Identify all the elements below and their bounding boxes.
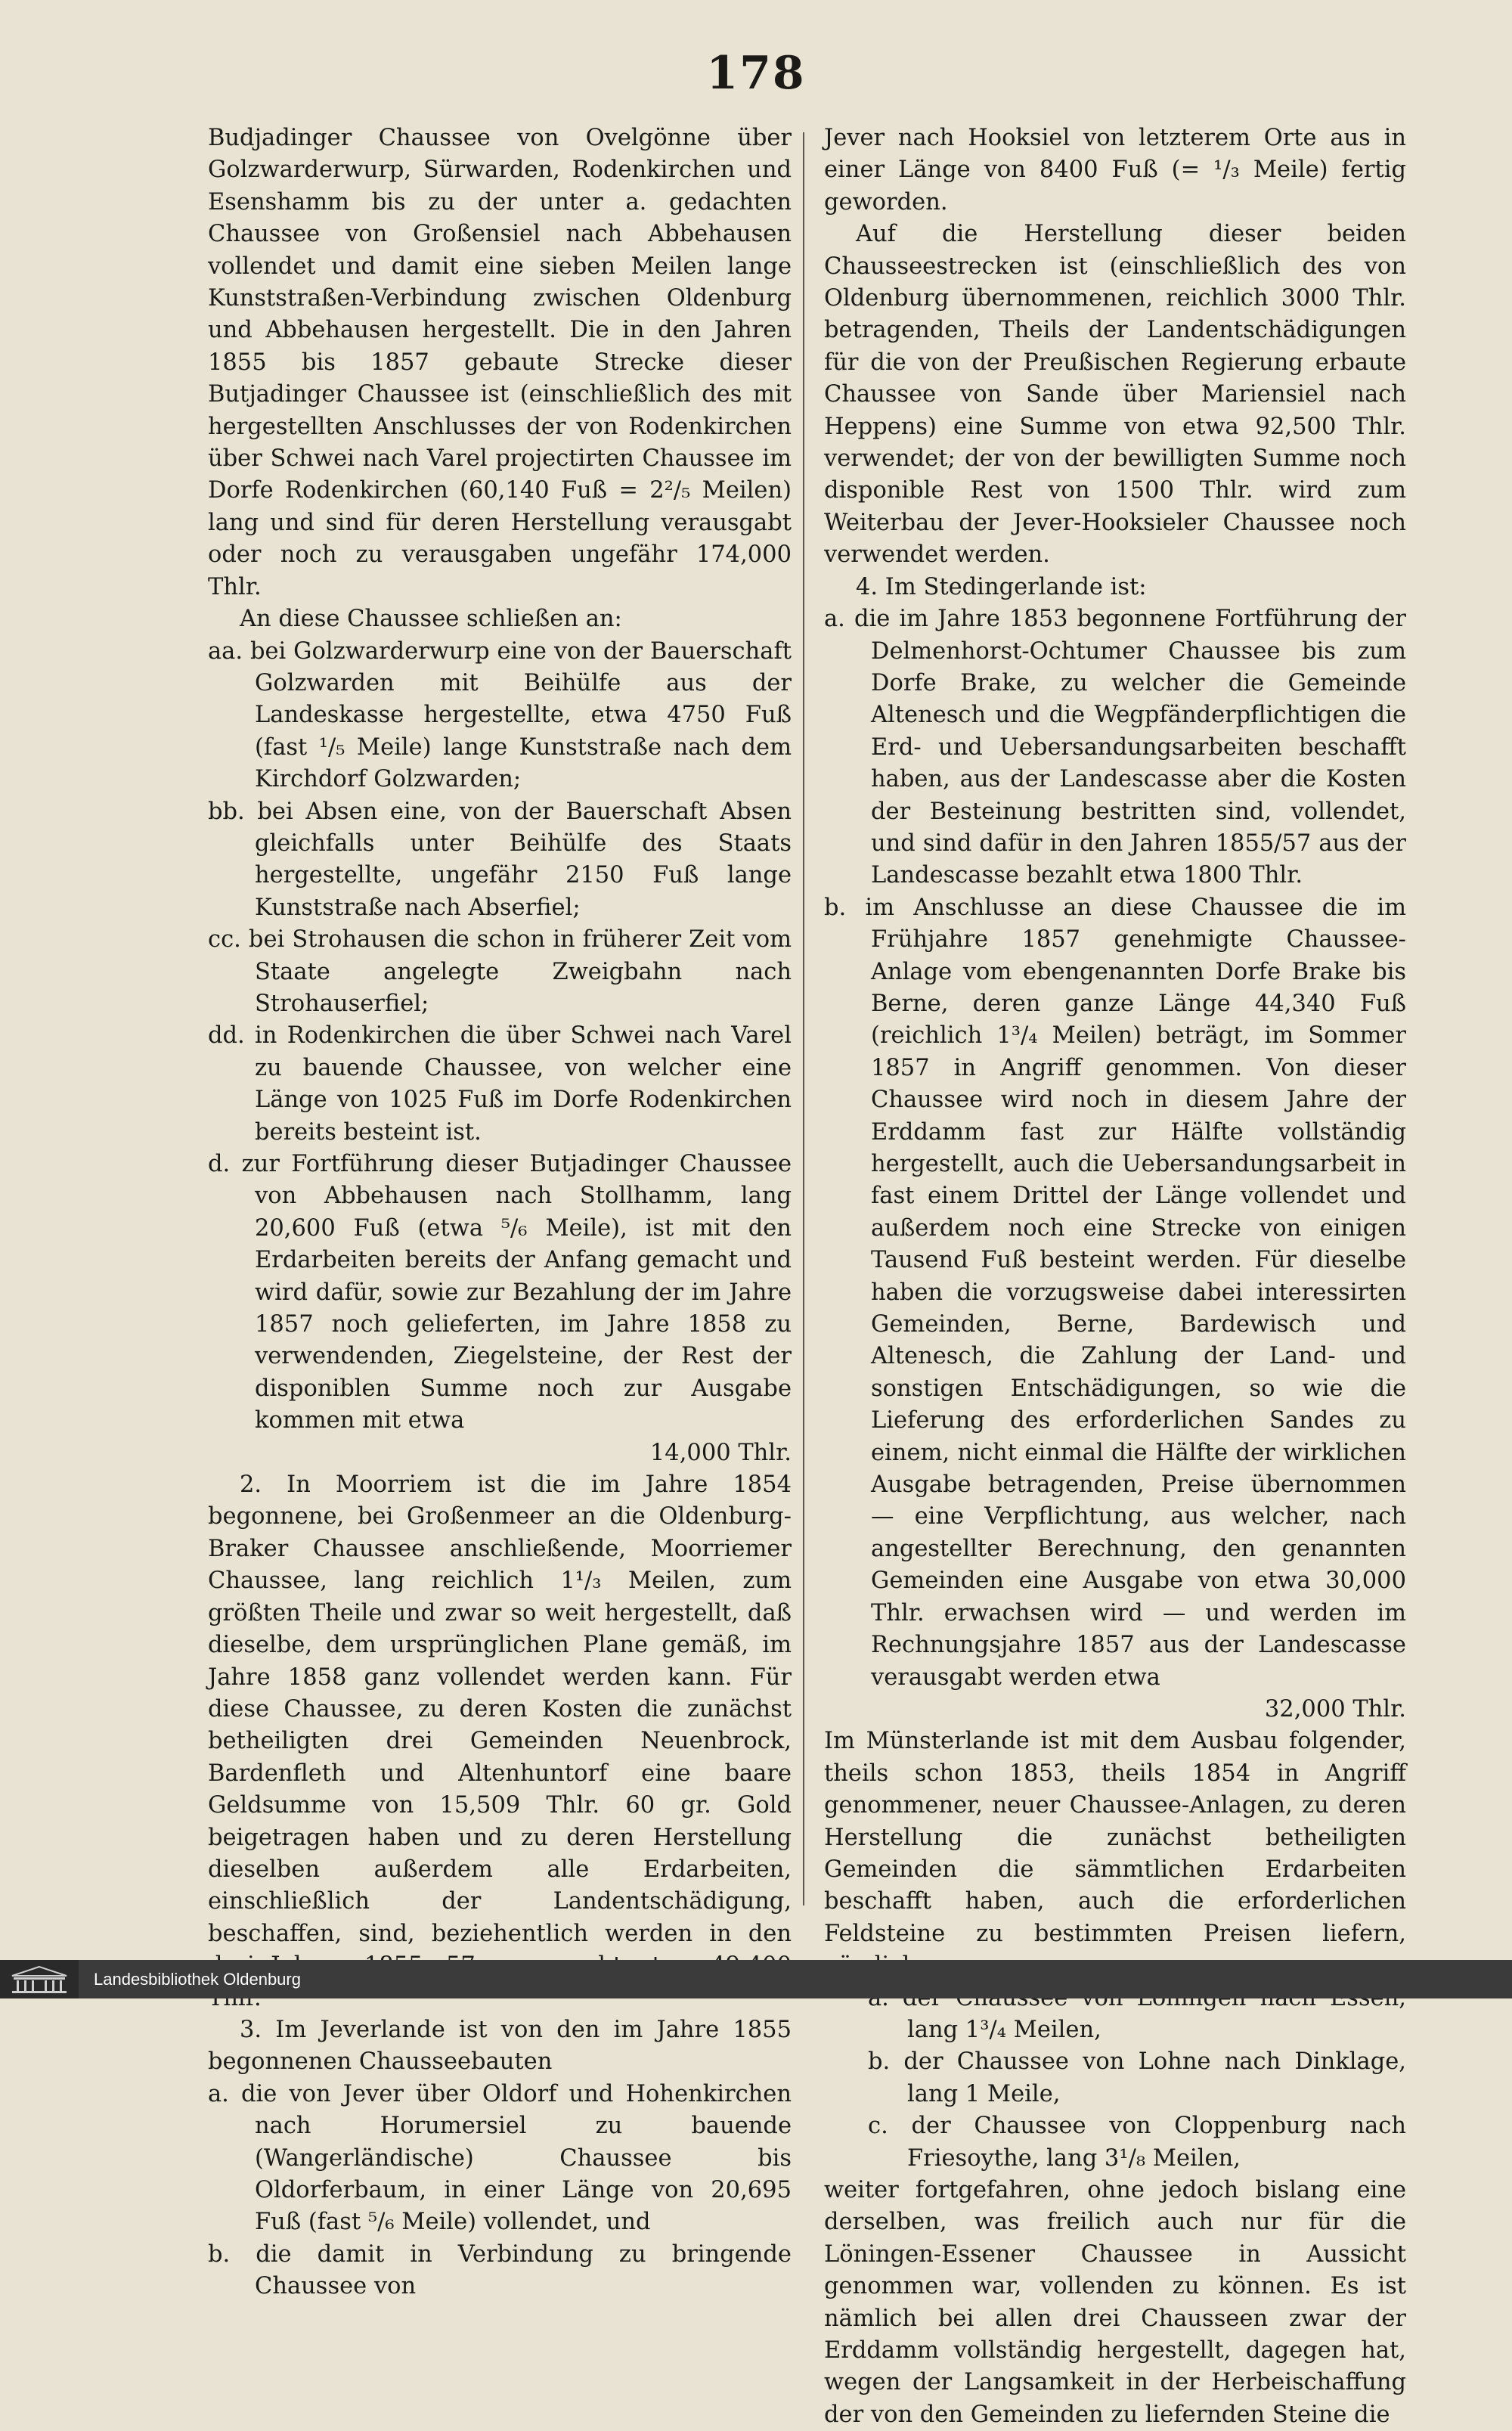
column-divider bbox=[803, 132, 804, 1905]
list-item: Jever nach Hooksiel von letzterem Orte aus in einer Länge von 8400 Fuß (= ¹/₃ Meile) fertig geworden. bbox=[824, 125, 1406, 216]
paragraph: 2. In Moorriem ist die im Jahre 1854 begonnene, bei Großenmeer an die Oldenburg-Braker Chaussee anschließende, Moorriemer Chaussee, lang reichlich 1¹/₃ Meilen, zum größten Theile und zwar so weit hergestellt, daß dieselbe, dem ursprünglichen Plane gemäß, im Jahre 1858 ganz vollendet werden kann. Für diese Chaussee, zu deren Kosten die zunächst betheiligten drei Gemeinden Neuenbrock, Bardenfleth und Altenhuntorf eine baare Geldsumme von 15,509 Thlr. 60 gr. Gold beigetragen haben und zu deren Herstellung dieselben außerdem alle Erdarbeiten, einschließlich der Landentschädigung, beschaffen, sind, beziehentlich werden in den bbox=[208, 1471, 792, 1947]
list-item: aa. bei Golzwarderwurp eine von der Bauerschaft Golzwarden mit Beihülfe aus der Landeskasse hergestellte, etwa 4750 Fuß (fast ¹/₅ Meile) lange Kunststraße nach dem Kirchdorf Golzwarden; bbox=[208, 637, 792, 793]
list-item: bb. bei Absen eine, von der Bauerschaft Absen gleichfalls unter Beihülfe des Staats hergestellte, ungefähr 2150 Fuß lange Kunststraße nach Abserfiel; bbox=[208, 798, 792, 921]
list-item: d. zur Fortführung dieser Butjadinger Chaussee von Abbehausen nach Stollhamm, lang 20,600 Fuß (etwa ⁵/₆ Meile), ist mit den Erdarbeiten bereits der Anfang gemacht und wird dafür, sowie zur Bezahlung der im Jahre 1857 noch gelieferten, im Jahre 1858 zu verwendenden, Ziegelsteine, der Rest der disponiblen Summe noch zur Ausgabe kommen mit etwa bbox=[208, 1151, 792, 1434]
list-item: c. der Chaussee von Cloppenburg nach Friesoythe, lang 3¹/₈ Meilen, bbox=[868, 2113, 1406, 2172]
list-item: dd. in Rodenkirchen die über Schwei nach Varel zu bauende Chaussee, von welcher eine Länge von 1025 Fuß im Dorfe Rodenkirchen bereits besteint ist. bbox=[208, 1022, 792, 1146]
list-item: a. die im Jahre 1853 begonnene Fortführung der Delmenhorst-Ochtumer Chaussee bis zum Dorfe Brake, zu welcher die Gemeinde Altenesch und die Wegpfänderpflichtigen die Erd- und Uebersandungsarbeiten beschafft haben, aus der Landescasse aber die Kosten der Besteinung bestritten sind, vollendet, und sind dafür in den Jahren 1855/57 aus der Landescasse bezahlt etwa 1800 Thlr. bbox=[824, 606, 1406, 889]
list-item: b. die damit in Verbindung zu bringende Chaussee von bbox=[208, 2240, 792, 2300]
list-item: cc. bei Strohausen die schon in früherer Zeit vom Staate angelegte Zweigbahn nach Strohauserfiel; bbox=[208, 926, 792, 1017]
paragraph: Auf die Herstellung dieser beiden Chausseestrecken ist (einschließlich des von Oldenburg übernommenen, reichlich 3000 Thlr. betragenden, Theils der Landentschädigungen für die von der Preußischen Regierung erbaute Chaussee von Sande über Mariensiel nach Heppens) eine Summe von etwa 92,500 Thlr. verwendet; der von der bewilligten Summe noch disponible Rest von 1500 Thlr. wird zum Weiterbau der Jever-Hooksieler Chaussee noch verwendet werden. bbox=[824, 221, 1406, 569]
amount-line: 14,000 Thlr. bbox=[649, 1439, 792, 1466]
footer-label: Landesbibliothek Oldenburg bbox=[94, 1969, 301, 1989]
amount-line: 32,000 Thlr. bbox=[1264, 1695, 1406, 1722]
right-column bbox=[824, 122, 1406, 2431]
paragraph: 3. Im Jeverlande ist von den im Jahre 1855 begonnenen Chausseebauten bbox=[208, 2016, 792, 2076]
list-item: b. im Anschlusse an diese Chaussee die im Frühjahre 1857 genehmigte Chaussee-Anlage vom ebengenannten Dorfe Brake bis Berne, deren ganze Länge 44,340 Fuß (reichlich 1³/₄ Meilen) beträgt, im Sommer 1857 in Angriff genommen. Von dieser Chaussee wird noch in diesem Jahre der Erddamm fast zur Hälfte vollständig hergestellt, auch die Uebersandungsarbeit in fast einem Drittel der Länge vollendet und außerdem noch eine Strecke von einigen Tausend Fuß besteint werden. Für dieselbe haben die vorzugsweise dabei interessirten Gemeinden, Berne, Bardewisch und Altenesch, die Zahlung der Land- und sonstigen Entschädigungen, so wie die Lieferung des erforderlichen Sandes zu einem, nicht einmal die Hälfte der wirklichen Ausgabe betragenden, Preise übernommen — eine Verpflichtung, aus welcher, nach angestellter Berechnung, den genannten Gemeinden eine Ausgabe von etwa 30,000 Thlr. erwachsen wird — und werden im Rechnungsjahre 1857 aus der Landescasse verausgabt werden etwa bbox=[824, 894, 1406, 1691]
page-number: 178 bbox=[706, 47, 806, 100]
library-logo bbox=[0, 1960, 79, 1998]
paragraph: Budjadinger Chaussee von Ovelgönne über Golzwarderwurp, Sürwarden, Rodenkirchen und Esenshamm bis zu der unter a. gedachten Chaussee von Großensiel nach Abbehausen vollendet und damit eine sieben Meilen lange Kunststraßen-Verbindung zwischen Oldenburg und Abbehausen hergestellt. Die in den Jahren 1855 bis 1857 gebaute Strecke dieser Butjadinger Chaussee ist (einschließlich des mit hergestellten Anschlusses der von Rodenkirchen über Schwei nach Varel projectirten Chaussee im Dorfe Rodenkirchen (60,140 Fuß = 2²/₅ Meilen) lang und sind für deren Herstellung verausgabt oder noch zu verausgaben ungefähr 174,000 Thlr. bbox=[208, 125, 792, 600]
list-item: lang 1³/₄ Meilen, bbox=[907, 2016, 1101, 2043]
library-building-icon bbox=[8, 1964, 71, 1995]
paragraph: weiter fortgefahren, ohne jedoch bislang eine derselben, was freilich auch nur für die Löningen-Essener Chaussee in Aussicht genommen war, vollenden zu können. Es ist nämlich bei allen drei Chausseen zwar der Erddamm vollständig hergestellt, dagegen hat, wegen der Langsamkeit in der Herbeischaffung der von den Gemeinden zu liefernden Steine die bbox=[824, 2177, 1406, 2428]
list-item: b. der Chaussee von Lohne nach Dinklage, lang 1 Meile, bbox=[868, 2048, 1406, 2107]
paragraph: An diese Chaussee schließen an: bbox=[240, 606, 622, 633]
paragraph: 4. Im Stedingerlande ist: bbox=[856, 573, 1147, 600]
paragraph: Im Münsterlande ist mit dem Ausbau folgender, theils schon 1853, theils 1854 in Angriff genommener, neuer Chaussee-Anlagen, zu deren Herstellung die zunächst betheiligten Gemeinden die sämmtlichen Erdarbeiten beschafft haben, auch die erforderlichen Feldsteine zu bestimmten Preisen liefern, bbox=[824, 1728, 1406, 1947]
list-item: a. die von Jever über Oldorf und Hohenkirchen nach Horumersiel zu bauende (Wangerländische) Chaussee bis Oldorferbaum, in einer Länge von 20,695 Fuß (fast ⁵/₆ Meile) vollendet, und bbox=[208, 2080, 792, 2236]
footer-bar bbox=[0, 1960, 1512, 1998]
